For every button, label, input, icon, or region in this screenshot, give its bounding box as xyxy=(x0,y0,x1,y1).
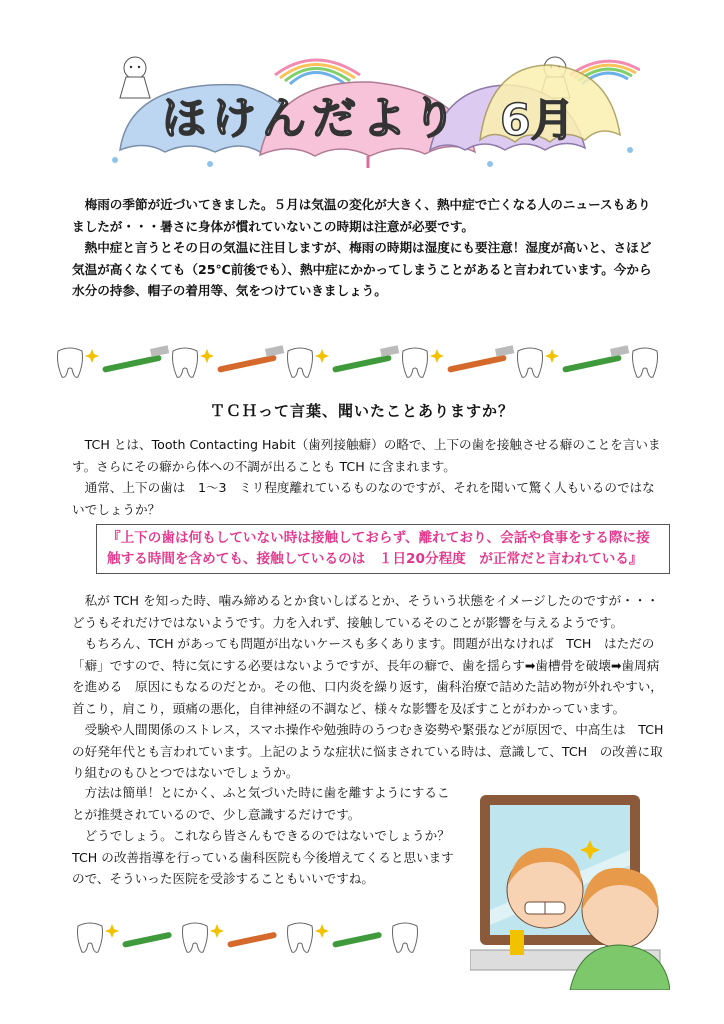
tooth-icon xyxy=(78,923,103,952)
toothbrush-icon xyxy=(122,932,172,948)
month-label: 6月 xyxy=(500,95,575,146)
body-paragraph: 私が TCH を知った時、噛み締めるとか食いしばるとか、そういう状態をイメージしたのですが・・・どうもそれだけではないようです。力を入れず、接触しているそのことが影響を与えるようです。 xyxy=(72,593,659,630)
intro-paragraph: 熱中症と言うとその日の気温に注目しますが、梅雨の時期は湿度にも要注意！湿度が高いと、さほど気温が高くなくても（25℃前後でも）、熱中症にかかってしまうことがあると言われています。今から水分の持参、帽子の着用等、気をつけていきましょう。 xyxy=(72,240,652,298)
section-body xyxy=(72,782,462,890)
tooth-icon xyxy=(518,348,543,377)
intro-text xyxy=(72,194,662,302)
sparkle-icon xyxy=(200,349,214,363)
body-paragraph: もちろん、TCH があっても問題が出ないケースも多くあります。問題が出なければ TCH はただの「癖」ですので、特に気にする必要はないようですが、長年の癖で、歯を揺らす➡歯槽骨を破壊➡歯周病を進める 原因にもなるのだとか。その他、口内炎を繰り返す，歯科治療で詰めた詰め物が外れやすい，首こり，肩こり，頭痛の悪化，自律神経の不調など、様々な影響を及ぼすことがわかっています。 xyxy=(72,636,663,716)
toothbrush-icon xyxy=(332,932,382,948)
body-paragraph: TCH とは、Tooth Contacting Habit（歯列接触癖）の略で、上下の歯を接触させる癖のことを言います。さらにその癖から体への不調が出ることも TCH に含まれます。 xyxy=(72,437,661,474)
body-paragraph: どうでしょう。これなら皆さんもできるのではないでしょうか？TCH の改善指導を行っている歯科医院も今後増えてくると思いますので、そういった医院を受診することもいいですね。 xyxy=(72,828,454,886)
tooth-icon xyxy=(58,348,83,377)
body-paragraph: 通常、上下の歯は 1～3 ミリ程度離れているものなのですが、それを聞いて驚く人もいるのではないでしょうか？ xyxy=(72,480,655,517)
sparkle-icon xyxy=(105,924,119,938)
section-heading: ＴＣＨって言葉、聞いたことありますか？ xyxy=(209,402,514,420)
body-paragraph: 方法は簡単！とにかく、ふと気づいた時に歯を離すようにすることが推奨されているので、少し意識するだけです。 xyxy=(72,785,450,822)
divider-art xyxy=(50,343,670,383)
header-banner xyxy=(100,40,640,170)
page-title: ほけんだより xyxy=(162,93,462,144)
divider-art xyxy=(70,918,430,958)
toothbrush-icon xyxy=(217,345,284,373)
rainbow-icon xyxy=(275,60,360,84)
tooth-brush-divider xyxy=(50,343,670,383)
sparkle-icon xyxy=(85,349,99,363)
tooth-icon xyxy=(173,348,198,377)
body-paragraph: 受験や人間関係のストレス，スマホ操作や勉強時のうつむき姿勢や緊張などが原因で、中高生は TCH の好発年代とも言われています。上記のような症状に悩まされている時は、意識して、TCH の改善に取り組むのもひとつではないでしょうか。 xyxy=(72,722,677,780)
toothbrush-icon xyxy=(447,345,514,373)
toothbrush-icon xyxy=(102,345,169,373)
sparkle-icon xyxy=(315,924,329,938)
tooth-brush-divider xyxy=(70,918,430,958)
tooth-icon xyxy=(183,923,208,952)
tooth-icon xyxy=(633,348,658,377)
section-body xyxy=(72,590,677,784)
callout-box: 『上下の歯は何もしていない時は接触しておらず、離れており、会話や食事をする際に接触する時間を含めても、接触しているのは １日20分程度 が正常だと言われている』 xyxy=(96,524,670,574)
teru-teru-bozu-icon xyxy=(120,57,150,98)
toothbrush-icon xyxy=(227,932,277,948)
sparkle-icon xyxy=(545,349,559,363)
tooth-icon xyxy=(393,923,418,952)
tooth-icon xyxy=(288,923,313,952)
mirror-boy-art xyxy=(470,790,670,990)
sparkle-icon xyxy=(315,349,329,363)
tooth-icon xyxy=(288,348,313,377)
sparkle-icon xyxy=(210,924,224,938)
tooth-icon xyxy=(403,348,428,377)
mirror-boy-illustration xyxy=(470,790,670,990)
sparkle-icon xyxy=(430,349,444,363)
toothbrush-icon xyxy=(332,345,399,373)
toothbrush-icon xyxy=(562,345,629,373)
section-body xyxy=(72,434,662,520)
intro-paragraph: 梅雨の季節が近づいてきました。５月は気温の変化が大きく、熱中症で亡くなる人のニュースもありましたが・・・暑さに身体が慣れていないこの時期は注意が必要です。 xyxy=(72,197,651,234)
